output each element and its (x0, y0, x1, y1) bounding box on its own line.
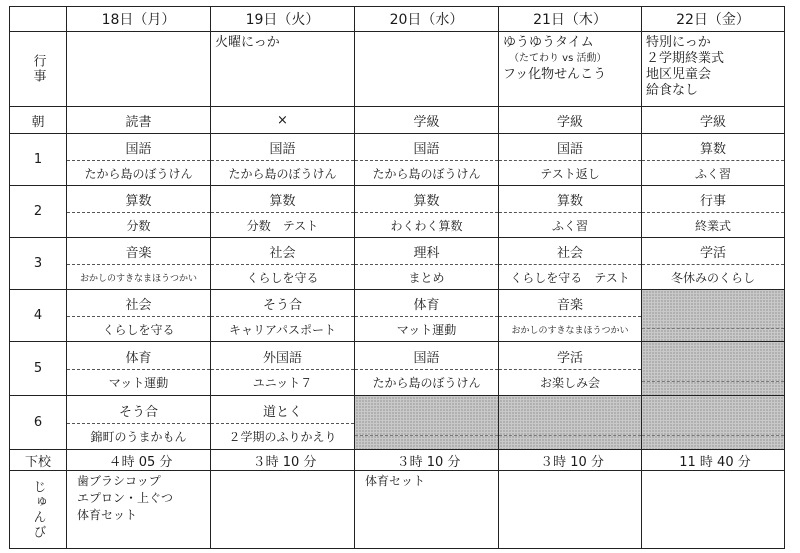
subject: 国語 (499, 134, 641, 161)
topic: わくわく算数 (390, 218, 463, 233)
empty-period-cell (642, 290, 785, 342)
topic: おかしのすきなまほうつかい (511, 325, 629, 336)
subject: 学活 (642, 238, 784, 265)
subject: 道とく (211, 397, 354, 424)
subject: 国語 (67, 134, 210, 161)
period-row (10, 186, 785, 238)
topic: まとめ (408, 270, 445, 285)
period-label: 5 (10, 342, 67, 396)
day-header: 20日（水） (355, 7, 499, 32)
period-label: 2 (10, 186, 67, 238)
period-row (10, 238, 785, 290)
subject: 国語 (211, 134, 354, 161)
topic: お楽しみ会 (539, 375, 600, 390)
preparation-label: じゅんび (30, 479, 46, 540)
event-line: （たてわり vs 活動） (509, 53, 607, 64)
topic: マット運動 (396, 322, 457, 337)
preparation-label-cell (10, 471, 67, 549)
event-line: ゆうゆうタイム (503, 35, 594, 50)
empty-period-cell (499, 396, 642, 450)
period-row (10, 342, 785, 396)
preparation-cell (355, 471, 499, 549)
subject: 国語 (355, 343, 498, 370)
preparation-item: 体育セット (365, 474, 426, 488)
preparation-cell (642, 471, 785, 549)
header-row (10, 7, 785, 32)
event-cell (499, 32, 642, 107)
period-cell (355, 290, 499, 342)
period-cell (499, 134, 642, 186)
period-cell (642, 238, 785, 290)
topic: 分数 テスト (246, 218, 319, 233)
event-cell (642, 32, 785, 107)
period-label: 6 (10, 396, 67, 450)
period-cell (499, 186, 642, 238)
period-cell (211, 238, 355, 290)
events-label-cell (10, 32, 67, 107)
schedule-table (9, 6, 785, 549)
day-header: 18日（月） (67, 7, 211, 32)
topic: 分数 (126, 218, 151, 233)
topic: ２学期のふりかえり (228, 429, 337, 444)
dismissal-row (10, 450, 785, 471)
topic: くらしを守る (102, 322, 175, 337)
topic: くらしを守る (246, 270, 319, 285)
preparation-item: 歯ブラシコップ (77, 474, 161, 488)
event-line: 特別にっか (646, 35, 711, 50)
dismissal-label: 下校 (10, 450, 67, 471)
subject: 社会 (499, 238, 641, 265)
subject: そう合 (67, 397, 210, 424)
period-cell (499, 342, 642, 396)
period-cell (211, 186, 355, 238)
period-cell (67, 134, 211, 186)
period-cell (211, 134, 355, 186)
morning-cell: 学級 (499, 107, 642, 134)
period-cell (355, 342, 499, 396)
morning-cell: 読書 (67, 107, 211, 134)
period-label: 1 (10, 134, 67, 186)
morning-row (10, 107, 785, 134)
topic: マット運動 (108, 375, 169, 390)
topic: ふく習 (551, 218, 588, 233)
event-cell (355, 32, 499, 107)
subject: 行事 (642, 186, 784, 213)
morning-cell: × (211, 107, 355, 134)
topic: ふく習 (694, 166, 731, 181)
topic: たから島のぼうけん (84, 166, 193, 181)
subject: 算数 (355, 186, 498, 213)
period-cell (67, 290, 211, 342)
empty-period-cell (642, 342, 785, 396)
subject: 理科 (355, 238, 498, 265)
topic: テスト返し (540, 166, 600, 181)
subject: 音楽 (499, 290, 641, 317)
period-label: 4 (10, 290, 67, 342)
corner-cell (10, 7, 67, 32)
subject: 体育 (355, 290, 498, 317)
subject: 算数 (67, 186, 210, 213)
subject: そう合 (211, 290, 354, 317)
period-cell (355, 186, 499, 238)
subject: 学活 (499, 343, 641, 370)
subject: 国語 (355, 134, 498, 161)
subject: 社会 (211, 238, 354, 265)
topic: キャリアパスポート (228, 322, 337, 337)
period-label: 3 (10, 238, 67, 290)
period-cell (355, 134, 499, 186)
period-cell (67, 342, 211, 396)
dismissal-time: 11 時 40 分 (642, 450, 785, 471)
period-row (10, 396, 785, 450)
topic: 冬休みのくらし (670, 270, 755, 285)
preparation-cell (211, 471, 355, 549)
dismissal-time: ３時 10 分 (211, 450, 355, 471)
morning-label: 朝 (10, 107, 67, 134)
day-header: 22日（金） (642, 7, 785, 32)
preparation-item: エプロン・上ぐつ (77, 491, 174, 505)
subject: 体育 (67, 343, 210, 370)
event-line: 給食なし (646, 83, 699, 98)
dismissal-time: ４時 05 分 (67, 450, 211, 471)
empty-divider (642, 355, 784, 383)
period-cell (211, 290, 355, 342)
event-line: 地区児童会 (646, 67, 712, 82)
event-cell (67, 32, 211, 107)
event-line: フッ化物せんこう (503, 67, 607, 82)
empty-divider (642, 302, 784, 329)
topic: 錦町のうまかもん (90, 429, 187, 444)
period-cell (67, 186, 211, 238)
preparation-item: 体育セット (77, 508, 138, 522)
period-cell (642, 186, 785, 238)
period-cell (211, 342, 355, 396)
topic: たから島のぼうけん (228, 166, 337, 181)
event-cell (211, 32, 355, 107)
period-cell (642, 134, 785, 186)
dismissal-time: ３時 10 分 (355, 450, 499, 471)
period-cell (67, 396, 211, 450)
period-cell (499, 290, 642, 342)
dismissal-time: ３時 10 分 (499, 450, 642, 471)
subject: 社会 (67, 290, 210, 317)
day-header: 19日（火） (211, 7, 355, 32)
event-line: ２学期終業式 (646, 51, 725, 66)
events-row (10, 32, 785, 107)
event-line: 火曜にっか (215, 35, 280, 50)
topic: くらしを守る テスト (510, 270, 630, 285)
subject: 算数 (211, 186, 354, 213)
morning-cell: 学級 (355, 107, 499, 134)
empty-period-cell (355, 396, 499, 450)
topic: たから島のぼうけん (372, 375, 481, 390)
day-header: 21日（木） (499, 7, 642, 32)
period-cell (355, 238, 499, 290)
period-row (10, 290, 785, 342)
subject: 算数 (642, 134, 784, 161)
preparation-cell (67, 471, 211, 549)
subject: 算数 (499, 186, 641, 213)
period-cell (499, 238, 642, 290)
topic: 終業式 (694, 218, 731, 233)
preparation-row (10, 471, 785, 549)
subject: 外国語 (211, 343, 354, 370)
subject: 音楽 (67, 238, 210, 265)
weekly-schedule (9, 6, 784, 547)
topic: ユニット７ (252, 375, 313, 390)
preparation-cell (499, 471, 642, 549)
topic: たから島のぼうけん (372, 166, 481, 181)
period-cell (67, 238, 211, 290)
empty-divider (642, 409, 784, 437)
period-cell (211, 396, 355, 450)
topic: おかしのすきなまほうつかい (79, 273, 197, 284)
empty-divider (499, 409, 641, 437)
empty-period-cell (642, 396, 785, 450)
events-label: 行事 (30, 54, 46, 84)
period-row (10, 134, 785, 186)
empty-divider (355, 409, 498, 437)
morning-cell: 学級 (642, 107, 785, 134)
